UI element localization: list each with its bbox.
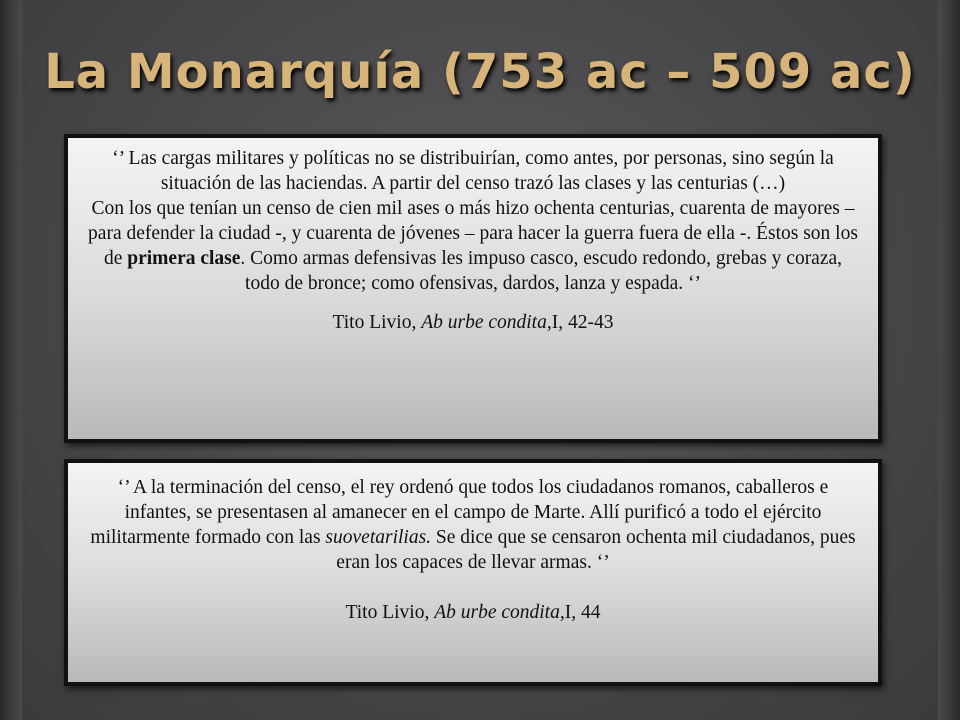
quote2-cite-author: Tito Livio,: [345, 602, 435, 623]
quote1-text-b: . Como armas defensivas les impuso casco, escudo redondo, grebas y coraza, todo de bronce; como ofensivas, dardos, lanza y espada. ‘’: [240, 248, 843, 294]
quote1-text-a: Con los que tenían un censo de cien mil ases o más hizo ochenta centurias, cuarenta de mayores – para defender la ciudad -, y cuarenta de jóvenes – para hacer la guerra fuera de ella -. Éstos son los de: [88, 198, 858, 269]
quote1-citation: [86, 310, 860, 335]
quote2-italic-term: suovetarilias.: [325, 527, 432, 548]
quote2-text-a: ‘’ A la terminación del censo, el rey ordenó que todos los ciudadanos romanos, caballeros e infantes, se presentasen al amanecer en el campo de Marte. Allí purificó a todo el ejército militarmente formado con las: [90, 477, 829, 548]
quote2-text-b: Se dice que se censaron ochenta mil ciudadanos, pues eran los capaces de llevar armas. ‘’: [336, 527, 856, 573]
quote2-citation: [86, 600, 860, 625]
quote-box-1: [64, 134, 882, 443]
quote1-paragraph-2: [86, 196, 860, 296]
right-frame-edge: [938, 0, 960, 720]
slide-title: La Monarquía (753 ac – 509 ac): [44, 44, 916, 100]
quote2-cite-ref: I, 44: [564, 602, 601, 623]
quote-box-2: [64, 459, 882, 686]
quote1-cite-author: Tito Livio,: [332, 312, 422, 333]
quote1-paragraph-1: ‘’ Las cargas militares y políticas no se distribuirían, como antes, por personas, sino según la situación de las haciendas. A partir del censo trazó las clases y las centurias (…): [112, 148, 834, 194]
quote2-cite-work: Ab urbe condita,: [434, 602, 565, 623]
quote2-paragraph-1: [86, 475, 860, 575]
quote1-bold-term: primera clase: [127, 248, 241, 269]
quote1-cite-ref: I, 42-43: [551, 312, 614, 333]
left-frame-edge: [0, 0, 22, 720]
quote1-cite-work: Ab urbe condita,: [421, 312, 552, 333]
